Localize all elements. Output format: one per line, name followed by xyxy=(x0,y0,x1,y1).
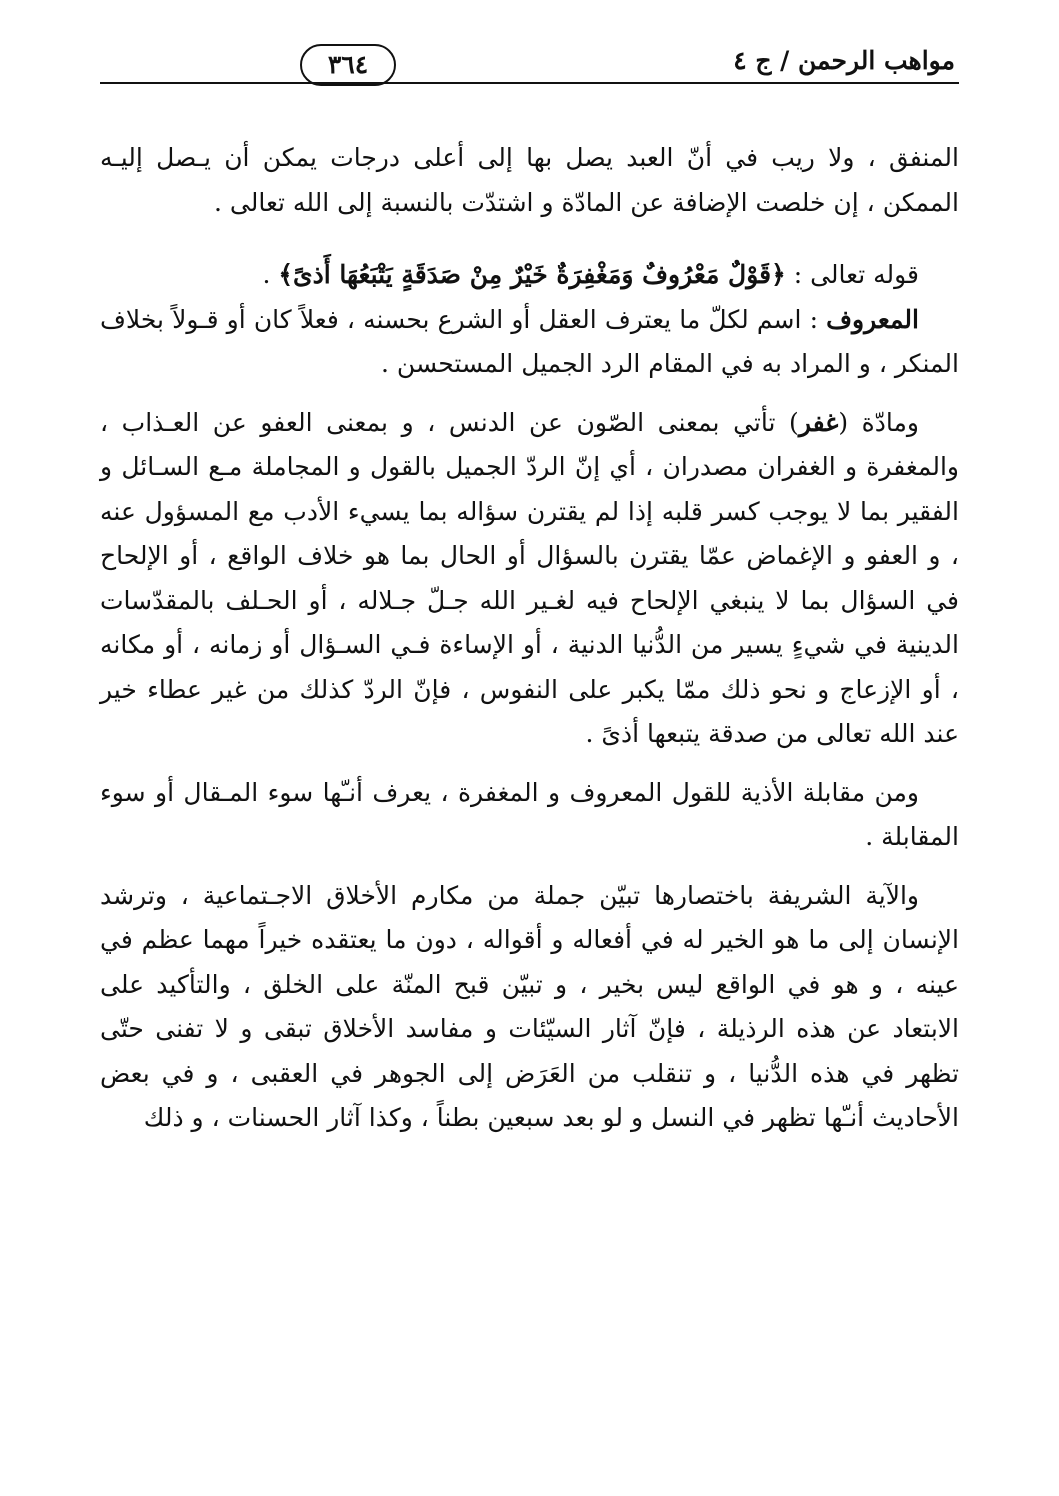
page-number: ٣٦٤ xyxy=(300,44,396,86)
paragraph-ayah: والآية الشريفة باختصارها تبيّن جملة من مكارم الأخلاق الاجـتماعية ، وترشد الإنسان إلى ما هو الخير له في أفعاله و أقواله ، دون ما يعتقده خيراً مهما عظم في عينه ، و هو في الواقع ليس بخير ، و تبيّن قبح المنّة على الخلق ، والتأكيد على الابتعاد عن هذه الرذيلة ، فإنّ آثار السيّئات و مفاسد الأخلاق تبقى و لا تفنى حتّى تظهر في هذه الدُّنيا ، و تنقلب من العَرَض إلى الجوهر في العقبى ، و في بعض الأحاديث أنـّها تظهر في النسل و لو بعد سبعين بطناً ، وكذا آثار الحسنات ، و ذلك xyxy=(100,880,959,1132)
paragraph-ghafr xyxy=(100,401,959,757)
header-rule xyxy=(100,82,959,84)
page-header xyxy=(100,44,959,92)
paragraph-1: المنفق ، ولا ريب في أنّ العبد يصل بها إلى أعلى درجات يمكن أن يـصل إليـه الممكن ، إن خلصت الإضافة عن المادّة و اشتدّت بالنسبة إلى الله تعالى . xyxy=(100,143,959,217)
running-title: مواهب الرحمن / ج ٤ xyxy=(733,46,955,75)
term-maruf: المعروف xyxy=(826,304,919,334)
verse-tail: . xyxy=(262,260,279,289)
maruf-definition: : اسم لكلّ ما يعترف العقل أو الشرع بحسنه ، فعلاً كان أو قـولاً بخلاف المنكر ، و المراد به في المقام الرد الجميل المستحسن . xyxy=(100,304,959,378)
quran-verse: ﴿قَوْلٌ مَعْرُوفٌ وَمَغْفِرَةٌ خَيْرٌ مِنْ صَدَقَةٍ يَتْبَعُهَا أَذىً﴾ xyxy=(278,260,786,289)
verse-lead: قوله تعالى : xyxy=(785,260,919,289)
paragraph-verse xyxy=(100,253,959,298)
paragraph-maruf xyxy=(100,298,959,387)
paragraph-muqabala: ومن مقابلة الأذية للقول المعروف و المغفرة ، يعرف أنـّها سوء المـقال أو سوء المقابلة . xyxy=(100,777,959,851)
body-text xyxy=(100,136,959,1141)
ghafr-lead: ومادّة ( xyxy=(838,407,919,437)
term-ghafr: غفر xyxy=(798,407,839,437)
ghafr-text: ) تأتي بمعنى الصّون عن الدنس ، و بمعنى العفو عن العـذاب ، والمغفرة و الغفران مصدران ، أي إنّ الردّ الجميل بالقول و المجاملة مـع السـائل و الفقير بما لا يوجب كسر قلبه إذا لم يقترن سؤاله بما يسيء الأدب مع المسؤول عنه ، و العفو و الإغماض عمّا يقترن بالسؤال أو الحال بما هو خلاف الواقع ، أو الإلحاح في السؤال بما لا ينبغي الإلحاح فيه لغـير الله جـلّ جـلاله ، أو الحـلف بالمقدّسات الدينية في شيءٍ يسير من الدُّنيا الدنية ، أو الإساءة فـي السـؤال أو زمانه ، أو مكانه ، أو الإزعاج و نحو ذلك ممّا يكبر على النفوس ، فإنّ الردّ كذلك من غير عطاء خير عند الله تعالى من صدقة يتبعها أذىً . xyxy=(100,407,959,748)
